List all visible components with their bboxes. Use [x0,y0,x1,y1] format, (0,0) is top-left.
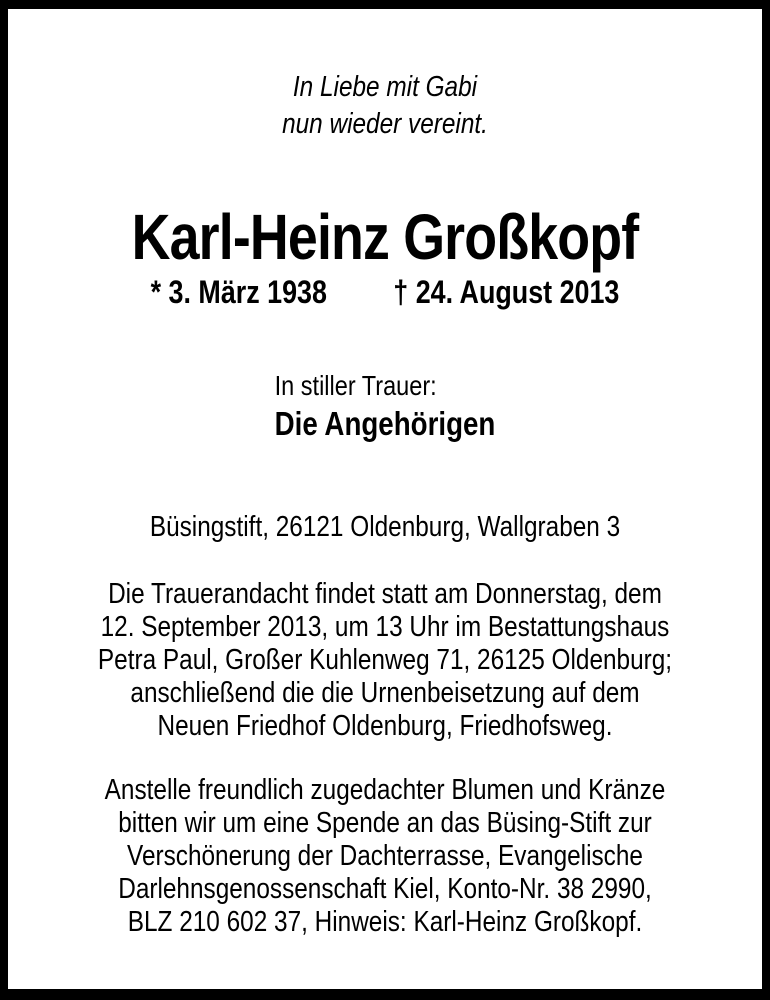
donation-line: Verschönerung der Dachterrasse, Evangelische [127,840,643,872]
epigraph-line-2: nun wieder vereint. [282,108,488,140]
service-line: 12. September 2013, um 13 Uhr im Bestattungshaus [100,611,670,643]
donation-line: BLZ 210 602 37, Hinweis: Karl-Heinz Großkopf. [127,906,643,938]
service-line: Neuen Friedhof Oldenburg, Friedhofsweg. [157,710,613,742]
mourning-block [68,370,701,445]
mourning-inner [275,370,496,445]
epigraph-line-1: In Liebe mit Gabi [292,71,478,103]
mourning-label: In stiller Trauer: [274,370,437,401]
service-line: Petra Paul, Großer Kuhlenweg 71, 26125 Oldenburg; [97,644,673,676]
service-line: Die Trauerandacht findet statt am Donnerstag, dem [108,578,662,610]
epigraph [68,69,701,143]
death-date: † 24. August 2013 [393,274,620,310]
mourners-name: Die Angehörigen [274,405,496,442]
service-paragraph [68,578,701,743]
deceased-name: Karl-Heinz Großkopf [131,201,639,273]
donation-line: bitten wir um eine Spende an das Büsing-Stift zur [118,807,652,839]
birth-date: * 3. März 1938 [150,274,327,310]
life-dates [68,274,701,310]
donation-line: Anstelle freundlich zugedachter Blumen und Kränze [104,774,666,806]
donation-paragraph [68,774,701,939]
donation-line: Darlehnsgenossenschaft Kiel, Konto-Nr. 38 2990, [118,873,652,905]
funeral-home-address: Büsingstift, 26121 Oldenburg, Wallgraben 3 [149,511,621,543]
service-line: anschließend die die Urnenbeisetzung auf dem [130,677,640,709]
